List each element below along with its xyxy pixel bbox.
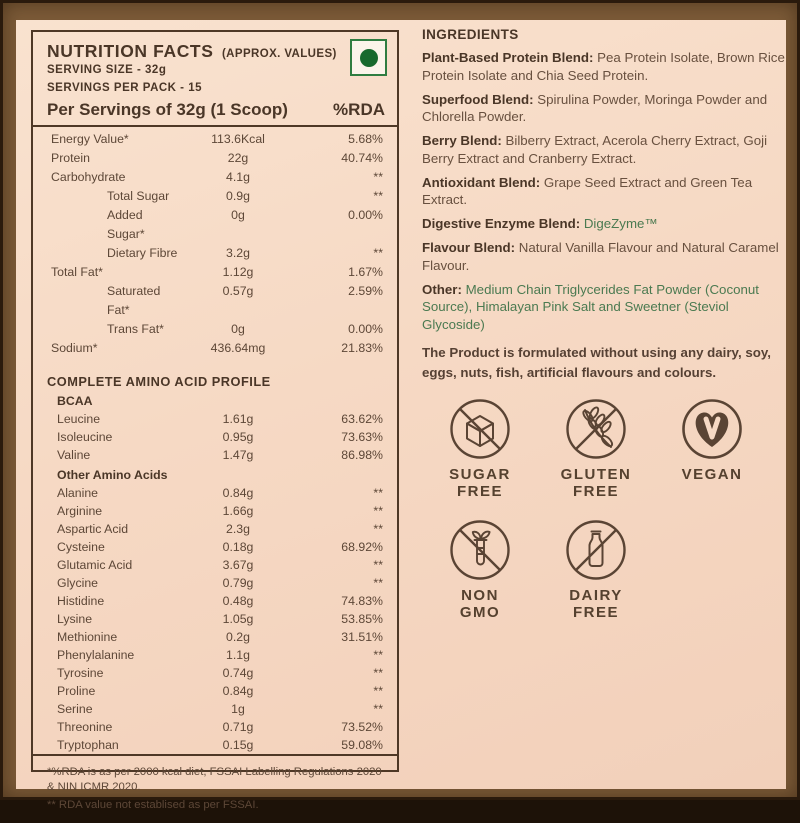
nutrient-name: Saturated Fat* [107,284,161,317]
amino-group-name: Other Amino Acids [57,468,168,482]
amino-amount: 2.3g [226,522,250,536]
amino-rda: 73.63% [341,430,383,444]
nutrient-name: Trans Fat* [107,322,164,336]
nutrient-row [47,187,383,206]
amino-rda: 68.92% [341,540,383,554]
vegan-icon [680,397,744,461]
amino-amount: 0.15g [222,738,254,752]
amino-row [47,610,383,628]
amino-amount: 1g [231,702,245,716]
ingredient-blend-label: Flavour Blend: [422,240,519,255]
ingredient-section [422,239,786,274]
nutrient-name: Total Fat* [51,265,103,279]
ingredient-list: Spirulina Powder, Moringa Powder and Chlorella Powder. [422,91,768,124]
nutrient-amount: 436.64mg [210,341,266,355]
amino-row [47,700,383,718]
ingredient-section [422,215,786,233]
amino-name: Leucine [57,412,101,426]
amino-profile-title: COMPLETE AMINO ACID PROFILE [47,374,271,389]
amino-amount: 0.95g [222,430,254,444]
amino-row [47,484,383,502]
nutrient-amount: 3.2g [226,246,250,260]
amino-name: Isoleucine [57,430,113,444]
amino-row [47,628,383,646]
nutrient-amount: 0g [231,322,245,336]
amino-amount: 0.48g [222,594,254,608]
nutrient-rda: 5.68% [348,132,383,146]
nutrient-amount: 0.9g [226,189,250,203]
amino-groups [47,392,383,754]
ingredient-section [422,132,786,167]
nutrient-name: Total Sugar [107,189,170,203]
nutrient-row [47,263,383,282]
amino-group-name: BCAA [57,394,93,408]
non-gmo-icon [448,518,512,582]
nutrient-rda: ** [373,170,383,184]
nutrient-amount: 0g [231,208,245,222]
amino-name: Methionine [57,630,118,644]
nutrient-rda: 2.59% [348,284,383,298]
nutrient-rda: 0.00% [348,208,383,222]
nutrient-rda: ** [373,189,383,203]
amino-name: Glycine [57,576,99,590]
amino-amount: 1.47g [222,448,254,462]
nutrient-rda: 0.00% [348,322,383,336]
amino-amount: 0.84g [222,684,254,698]
nutrient-row [47,168,383,187]
amino-row [47,520,383,538]
diet-badges [422,397,774,621]
amino-row [47,664,383,682]
ingredient-list: Medium Chain Triglycerides Fat Powder (Coconut Source), Himalayan Pink Salt and Sweetner (Steviol Glycoside) [422,281,759,332]
nutrient-amount: 4.1g [226,170,250,184]
nutrient-name: Energy Value* [51,132,129,146]
amino-row [47,592,383,610]
nutrient-name: Protein [51,151,90,165]
amino-amount: 0.18g [222,540,254,554]
nutrient-row [47,282,383,320]
ingredients-panel [422,27,786,621]
amino-amount: 1.1g [226,648,250,662]
nutrient-row [47,244,383,263]
amino-rda: ** [373,486,383,500]
diet-badge-label: DAIRY FREE [569,587,623,621]
ingredient-blend-label: Antioxidant Blend: [422,174,544,190]
amino-name: Threonine [57,720,113,734]
nutrient-name: Sodium* [51,341,98,355]
gluten-free-icon [564,397,628,461]
amino-row [47,682,383,700]
ingredient-list: Natural Vanilla Flavour and Natural Caramel Flavour. [422,240,779,273]
amino-rda: 53.85% [341,612,383,626]
dairy-free-icon [564,518,628,582]
amino-row [47,556,383,574]
per-serving-header: Per Servings of 32g (1 Scoop) [47,100,288,119]
amino-row [47,410,383,428]
amino-name: Proline [57,684,96,698]
diet-badge-label: GLUTEN FREE [560,466,632,500]
amino-amount: 0.84g [222,486,254,500]
nutrient-row [47,206,383,244]
rda-column-header: %RDA [333,100,385,119]
nutrient-rda: ** [373,246,383,260]
ingredient-blend-label: Superfood Blend: [422,91,538,107]
diet-badge-label: SUGAR FREE [449,466,511,500]
amino-amount: 1.05g [222,612,254,626]
diet-badge-label: NON GMO [459,587,501,621]
amino-name: Tryptophan [57,738,119,752]
ingredient-list: Bilberry Extract, Acerola Cherry Extract, Goji Berry Extract and Cranberry Extract. [422,133,768,166]
nutrient-amount: 0.57g [222,284,254,298]
footnote-rda-not-established: ** RDA value not establised as per FSSAI. [47,799,259,811]
amino-rda: ** [373,666,383,680]
amino-name: Valine [57,448,91,462]
amino-amount: 0.79g [222,576,254,590]
amino-rda: ** [373,648,383,662]
diet-badge [538,518,654,621]
amino-row [47,446,383,464]
vegetarian-mark-icon [350,39,387,76]
diet-badge [654,397,770,500]
nutrition-facts-header [33,32,397,125]
ingredient-blend-label: Plant-Based Protein Blend: [422,50,598,65]
nutrient-amount: 22g [227,151,249,165]
amino-rda: ** [373,522,383,536]
amino-rda: ** [373,576,383,590]
ingredient-section [422,281,786,334]
amino-rda: 31.51% [341,630,383,644]
nutrition-facts-panel [31,30,399,811]
amino-amount: 0.74g [222,666,254,680]
amino-rda: 74.83% [341,594,383,608]
amino-row [47,428,383,446]
ingredient-section [422,91,786,126]
amino-row [47,646,383,664]
ingredient-blend-label: Berry Blend: [422,133,506,148]
nutrient-row [47,339,383,358]
nutrition-facts-title: NUTRITION FACTS [47,41,214,61]
amino-amount: 1.66g [222,504,254,518]
amino-row [47,718,383,736]
nutrient-amount: 1.12g [222,265,254,279]
amino-rda: ** [373,684,383,698]
nutrient-row [47,320,383,339]
amino-acid-profile [33,368,397,754]
amino-amount: 3.67g [222,558,254,572]
diet-badge [422,518,538,621]
label-background [16,20,786,811]
ingredient-sections [422,49,786,333]
amino-rda: 63.62% [341,412,383,426]
footnote-rda: *%RDA is as per 2000 kcal diet, FSSAI Labelling Regulations 2020 & NIN ICMR 2020. [47,766,382,793]
amino-name: Alanine [57,486,99,500]
ingredient-list: Pea Protein Isolate, Brown Rice Protein Isolate and Chia Seed Protein. [422,50,785,83]
amino-name: Aspartic Acid [57,522,129,536]
diet-badge [538,397,654,500]
amino-rda: ** [373,558,383,572]
servings-per-pack-text: SERVINGS PER PACK - 15 [47,81,203,94]
formulation-statement: The Product is formulated without using any dairy, soy, eggs, nuts, fish, artificial flavours and colours. [422,345,771,380]
nutrient-name: Dietary Fibre [107,246,178,260]
amino-row [47,574,383,592]
amino-rda: 59.08% [341,738,383,752]
amino-amount: 1.61g [222,412,254,426]
sugar-free-icon [448,397,512,461]
amino-rda: 86.98% [341,448,383,462]
amino-amount: 0.71g [222,720,254,734]
ingredient-blend-label: Digestive Enzyme Blend: [422,216,584,231]
ingredient-section [422,174,786,209]
nutrient-name: Carbohydrate [51,170,126,184]
nutrition-table [33,127,397,358]
amino-amount: 0.2g [226,630,250,644]
ingredient-section [422,49,786,84]
amino-row [47,736,383,754]
nutrient-row [47,149,383,168]
amino-name: Glutamic Acid [57,558,133,572]
amino-name: Arginine [57,504,103,518]
diet-badge-label: VEGAN [681,466,743,483]
nutrient-rda: 40.74% [341,151,383,165]
amino-rda: ** [373,504,383,518]
amino-row [47,502,383,520]
amino-name: Serine [57,702,93,716]
diet-badge [422,397,538,500]
ingredients-title: INGREDIENTS [422,27,519,42]
ingredient-list: DigeZyme™ [583,216,658,231]
amino-name: Histidine [57,594,105,608]
amino-name: Lysine [57,612,93,626]
amino-rda: 73.52% [341,720,383,734]
nutrient-name: Added Sugar* [107,208,145,241]
nutrient-amount: 113.6Kcal [211,132,265,146]
nutrition-facts-title-suffix: (APPROX. VALUES) [221,48,337,60]
ingredient-blend-label: Other: [422,281,466,297]
footnote-block [33,754,397,823]
nutrient-rda: 21.83% [341,341,383,355]
serving-size-text: SERVING SIZE - 32g [47,64,167,76]
nutrient-rda: 1.67% [348,265,383,279]
nutrient-row [47,130,383,149]
amino-name: Phenylalanine [57,648,135,662]
amino-name: Tyrosine [57,666,104,680]
ingredient-list: Grape Seed Extract and Green Tea Extract. [422,174,753,207]
amino-row [47,538,383,556]
amino-rda: ** [373,702,383,716]
amino-name: Cysteine [57,540,105,554]
